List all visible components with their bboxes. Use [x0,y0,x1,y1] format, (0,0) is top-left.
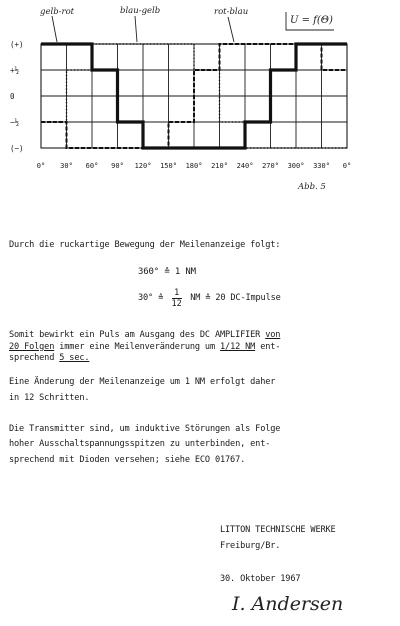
diagram-formula: U = f(Θ) [290,15,333,26]
y-label: 0 [10,92,15,101]
x-label: 210° [211,162,228,170]
y-label: −½ [10,118,20,127]
paragraph-1-line-3 [9,353,89,365]
x-label: 30° [60,162,73,170]
x-label: 0° [36,162,46,170]
paragraph-3-line-2: hoher Ausschaltspannungsspitzen zu unterbinden, ent- [9,439,271,449]
paragraph-2-line-2: in 12 Schritten. [9,393,90,403]
equation-2 [138,288,281,314]
y-label: (+) [10,40,24,49]
y-label: (−) [10,144,24,153]
x-label: 270° [262,162,279,170]
fraction-numerator: 1 [172,288,182,299]
paragraph-3-line-1: Die Transmitter sind, um induktive Störungen als Folge [9,424,281,434]
p1-l2-underlined-2: 1/12 NM [220,341,256,352]
p1-l1-underlined: von [265,330,281,340]
x-label: 330° [313,162,330,170]
p1-l2-text: immer eine Meilenveränderung um [54,341,221,352]
x-label: 180° [185,162,203,170]
equation-2-lhs: 30° ≙ [138,292,164,303]
paragraph-1-line-2 [9,342,280,354]
p1-l2-text-2: ent- [255,341,281,352]
diagram-y-labels [10,40,24,153]
fraction [172,288,182,309]
x-label: 240° [236,162,254,170]
figure-label: Abb. 5 [298,182,326,192]
x-label: 0° [342,162,352,170]
p1-l3-underlined: 5 sec. [59,353,90,363]
document-date: 30. Oktober 1967 [220,574,301,584]
x-label: 150° [160,162,177,170]
intro-line: Durch die ruckartige Bewegung der Meilenanzeige folgt: [9,240,281,250]
x-label: 60° [85,162,99,170]
fraction-denominator: 12 [171,299,182,309]
p1-l3-text: sprechend [9,353,60,363]
channel-label-rot-blau: rot-blau [214,7,249,17]
y-label: +½ [10,66,20,75]
signature: I. Andersen [232,593,344,615]
paragraph-2-line-1: Eine Änderung der Meilenanzeige um 1 NM erfolgt daher [9,377,276,387]
waveform-diagram [0,0,400,200]
equation-1: 360° ≙ 1 NM [138,267,196,277]
paragraph-3-line-3: sprechend mit Dioden versehen; siehe ECO 01767. [9,455,246,465]
x-label: 90° [111,162,124,170]
channel-label-gelb-rot: gelb-rot [40,7,75,17]
p1-l1-text: Somit bewirkt ein Puls am Ausgang des DC AMPLIFIER [9,330,266,340]
diagram-x-labels [37,162,351,170]
paragraph-1-line-1 [9,330,280,342]
x-label: 120° [134,162,152,170]
p1-l2-underlined: 20 Folgen [9,341,55,352]
x-label: 300° [287,162,305,170]
company-city: Freiburg/Br. [220,541,281,551]
equation-2-rhs: NM ≙ 20 DC-Impulse [190,292,281,303]
company-name: LITTON TECHNISCHE WERKE [220,525,336,535]
channel-label-blau-gelb: blau-gelb [120,6,161,16]
